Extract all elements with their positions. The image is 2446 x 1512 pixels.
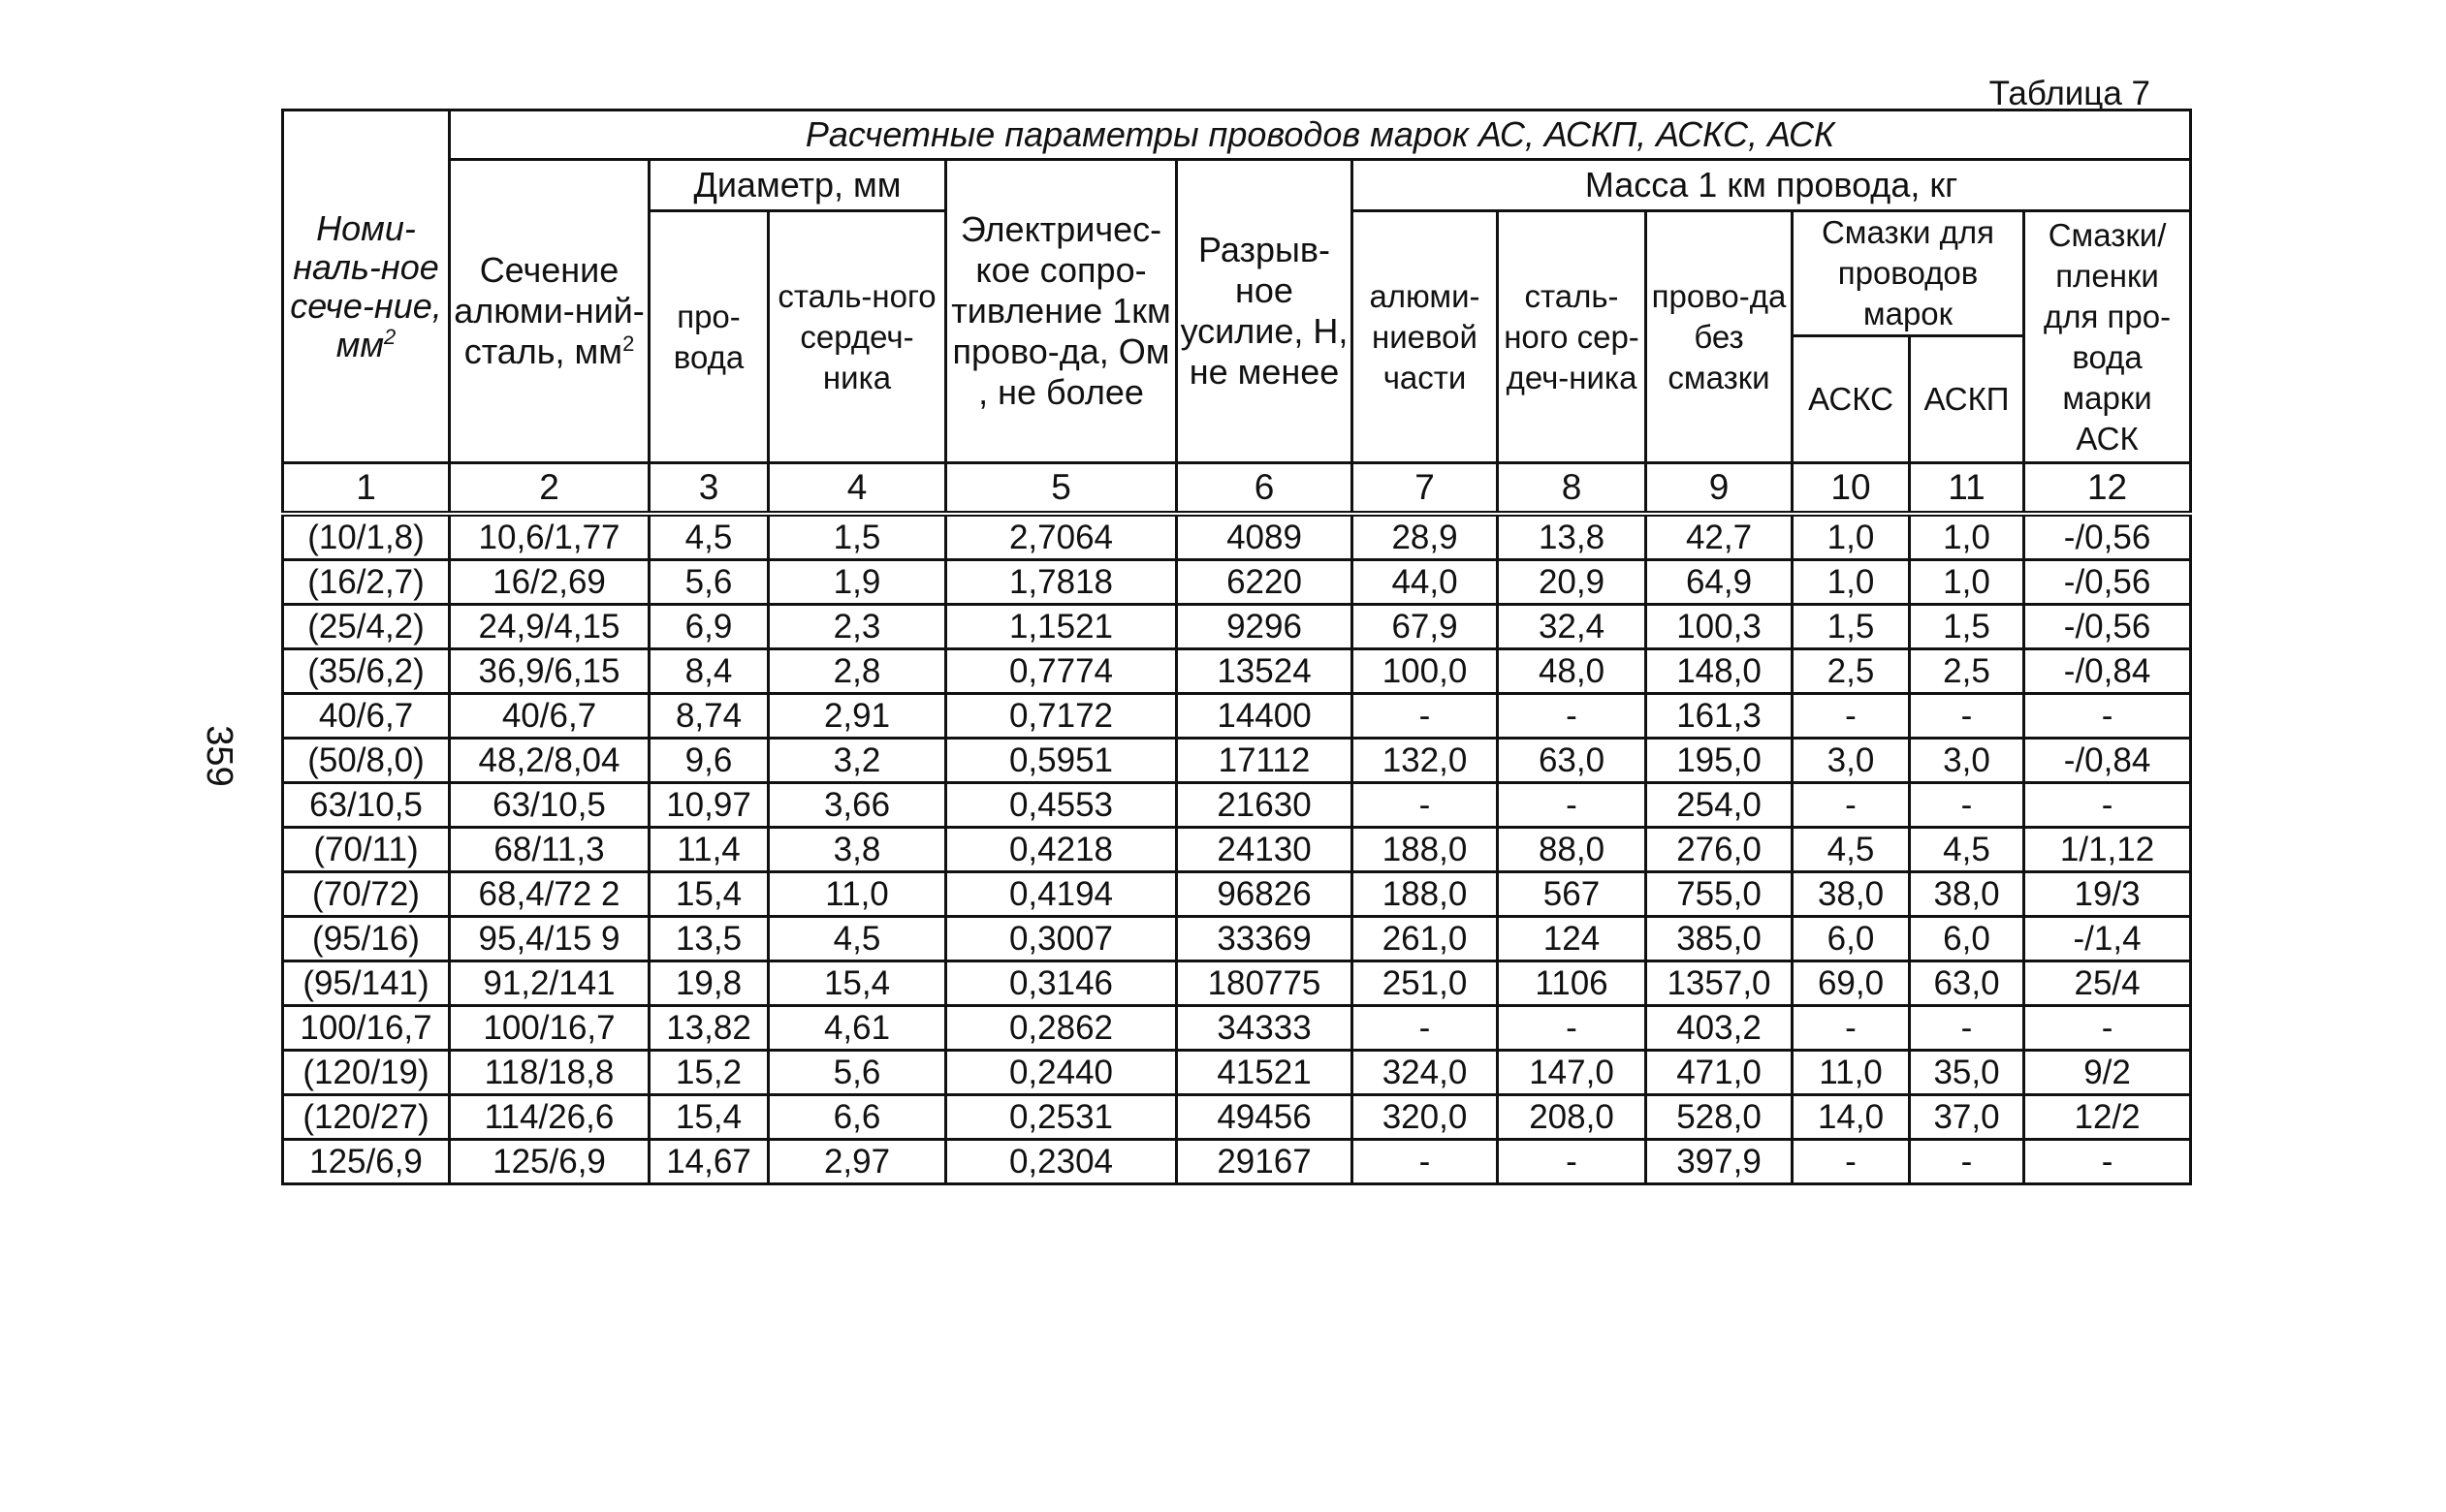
- table-cell: -: [1352, 694, 1498, 739]
- column-number: 6: [1177, 463, 1352, 515]
- table-cell: 0,7774: [946, 649, 1177, 694]
- column-number: 10: [1793, 463, 1910, 515]
- table-cell: 13,5: [650, 917, 769, 961]
- table-cell: (95/16): [283, 917, 450, 961]
- column-number: 1: [283, 463, 450, 515]
- table-row: [283, 1140, 2191, 1184]
- column-number: 4: [769, 463, 946, 515]
- table-cell: -: [1793, 1006, 1910, 1051]
- table-cell: -: [1910, 1006, 2024, 1051]
- table-cell: 567: [1498, 872, 1646, 917]
- table-cell: -/0,56: [2024, 514, 2191, 560]
- table-cell: 88,0: [1498, 828, 1646, 872]
- table-row: [283, 961, 2191, 1006]
- table-cell: -: [1352, 1006, 1498, 1051]
- table-cell: 6,0: [1793, 917, 1910, 961]
- table-cell: 44,0: [1352, 560, 1498, 605]
- table-cell: 24,9/4,15: [450, 605, 650, 649]
- header-grease-askp: АСКП: [1910, 336, 2024, 463]
- table-row: [283, 514, 2191, 560]
- table-cell: 4,5: [1793, 828, 1910, 872]
- table-cell: -/0,56: [2024, 560, 2191, 605]
- table-cell: 1,9: [769, 560, 946, 605]
- table-cell: -: [2024, 783, 2191, 828]
- table-cell: 28,9: [1352, 514, 1498, 560]
- table-cell: 2,3: [769, 605, 946, 649]
- table-cell: 0,4218: [946, 828, 1177, 872]
- table-cell: 11,4: [650, 828, 769, 872]
- table-cell: 15,4: [650, 872, 769, 917]
- table-cell: -: [1352, 783, 1498, 828]
- column-number: 2: [450, 463, 650, 515]
- table-cell: -: [1498, 694, 1646, 739]
- table-cell: 14,0: [1793, 1095, 1910, 1140]
- table-cell: 0,2304: [946, 1140, 1177, 1184]
- column-number: 5: [946, 463, 1177, 515]
- table-cell: 11,0: [1793, 1051, 1910, 1095]
- table-cell: 0,5951: [946, 739, 1177, 783]
- column-number: 9: [1646, 463, 1793, 515]
- table-cell: 38,0: [1793, 872, 1910, 917]
- table-cell: 9/2: [2024, 1051, 2191, 1095]
- table-cell: 2,91: [769, 694, 946, 739]
- table-cell: -: [1498, 783, 1646, 828]
- table-cell: 2,5: [1793, 649, 1910, 694]
- table-cell: 17112: [1177, 739, 1352, 783]
- table-cell: (120/19): [283, 1051, 450, 1095]
- table-cell: 3,66: [769, 783, 946, 828]
- table-cell: 40/6,7: [450, 694, 650, 739]
- table-cell: 125/6,9: [450, 1140, 650, 1184]
- table-cell: 21630: [1177, 783, 1352, 828]
- table-cell: 5,6: [769, 1051, 946, 1095]
- table-cell: 32,4: [1498, 605, 1646, 649]
- table-cell: 528,0: [1646, 1095, 1793, 1140]
- table-cell: 6,9: [650, 605, 769, 649]
- table-cell: 403,2: [1646, 1006, 1793, 1051]
- table-cell: 95,4/15 9: [450, 917, 650, 961]
- table-cell: 1,0: [1793, 560, 1910, 605]
- table-cell: -: [1352, 1140, 1498, 1184]
- column-number: 7: [1352, 463, 1498, 515]
- table-cell: -: [1910, 1140, 2024, 1184]
- table-cell: 1106: [1498, 961, 1646, 1006]
- header-mass-no-grease: прово-да без смазки: [1646, 211, 1793, 463]
- table-cell: 385,0: [1646, 917, 1793, 961]
- table-cell: 0,2440: [946, 1051, 1177, 1095]
- header-section-superscript: 2: [622, 331, 635, 356]
- table-cell: (10/1,8): [283, 514, 450, 560]
- table-cell: 2,97: [769, 1140, 946, 1184]
- table-cell: 34333: [1177, 1006, 1352, 1051]
- table-cell: 96826: [1177, 872, 1352, 917]
- table-cell: (70/72): [283, 872, 450, 917]
- table-cell: -: [1910, 694, 2024, 739]
- table-cell: 6,0: [1910, 917, 2024, 961]
- page-number: 359: [199, 725, 239, 787]
- table-cell: 1,5: [769, 514, 946, 560]
- table-cell: 180775: [1177, 961, 1352, 1006]
- table-cell: -: [1793, 1140, 1910, 1184]
- header-diameter-wire: про-вода: [650, 211, 769, 463]
- table-header: [283, 110, 2191, 515]
- table-cell: 755,0: [1646, 872, 1793, 917]
- table-cell: 15,2: [650, 1051, 769, 1095]
- table-container: [281, 109, 2189, 1185]
- table-cell: 6220: [1177, 560, 1352, 605]
- header-mass-group: Масса 1 км провода, кг: [1352, 160, 2191, 211]
- table-cell: 324,0: [1352, 1051, 1498, 1095]
- table-cell: 0,2862: [946, 1006, 1177, 1051]
- table-cell: 35,0: [1910, 1051, 2024, 1095]
- table-row: [283, 649, 2191, 694]
- header-nominal-section: Номи-наль-ное сече-ние, $мм^2$: [283, 110, 450, 463]
- table-cell: 132,0: [1352, 739, 1498, 783]
- table-cell: (50/8,0): [283, 739, 450, 783]
- table-cell: 24130: [1177, 828, 1352, 872]
- table-row: [283, 872, 2191, 917]
- table-cell: 261,0: [1352, 917, 1498, 961]
- header-mass-aluminium: алюми-ниевой части: [1352, 211, 1498, 463]
- table-cell: 100/16,7: [450, 1006, 650, 1051]
- table-cell: 148,0: [1646, 649, 1793, 694]
- table-row: [283, 560, 2191, 605]
- table-cell: -: [1910, 783, 2024, 828]
- table-cell: 100,3: [1646, 605, 1793, 649]
- header-grease-group: Смазки для проводов марок: [1793, 211, 2024, 336]
- table-cell: 63,0: [1498, 739, 1646, 783]
- header-diameter-core: сталь-ного сердеч-ника: [769, 211, 946, 463]
- table-cell: -: [2024, 694, 2191, 739]
- header-resistance: Электричес-кое сопро-тивление 1км прово-да, Ом , не более: [946, 160, 1177, 463]
- table-cell: -: [2024, 1006, 2191, 1051]
- table-cell: (35/6,2): [283, 649, 450, 694]
- table-cell: 0,4194: [946, 872, 1177, 917]
- table-cell: (95/141): [283, 961, 450, 1006]
- table-cell: 161,3: [1646, 694, 1793, 739]
- table-cell: 9296: [1177, 605, 1352, 649]
- table-cell: 4,5: [769, 917, 946, 961]
- header-grease-asks: АСКС: [1793, 336, 1910, 463]
- table-cell: 100/16,7: [283, 1006, 450, 1051]
- header-diameter-group: Диаметр, мм: [650, 160, 946, 211]
- table-cell: 0,2531: [946, 1095, 1177, 1140]
- table-cell: 10,6/1,77: [450, 514, 650, 560]
- table-cell: 1,5: [1793, 605, 1910, 649]
- table-cell: 0,4553: [946, 783, 1177, 828]
- table-row: [283, 917, 2191, 961]
- table-row: [283, 605, 2191, 649]
- table-cell: -/0,84: [2024, 649, 2191, 694]
- table-cell: 41521: [1177, 1051, 1352, 1095]
- table-cell: 15,4: [769, 961, 946, 1006]
- header-section: Сечение алюми-ний-сталь, $мм^2$: [450, 160, 650, 463]
- table-row: [283, 783, 2191, 828]
- table-cell: 68/11,3: [450, 828, 650, 872]
- table-cell: -/1,4: [2024, 917, 2191, 961]
- table-cell: 1,5: [1910, 605, 2024, 649]
- header-breaking-force: Разрыв-ное усилие, Н, не менее: [1177, 160, 1352, 463]
- table-cell: 1357,0: [1646, 961, 1793, 1006]
- table-body: [283, 514, 2191, 1184]
- table-cell: 276,0: [1646, 828, 1793, 872]
- table-cell: 320,0: [1352, 1095, 1498, 1140]
- table-cell: 67,9: [1352, 605, 1498, 649]
- table-cell: -/0,56: [2024, 605, 2191, 649]
- table-cell: 13,8: [1498, 514, 1646, 560]
- table-cell: 3,0: [1910, 739, 2024, 783]
- table-cell: 64,9: [1646, 560, 1793, 605]
- table-cell: 1,7818: [946, 560, 1177, 605]
- table-cell: -: [1498, 1140, 1646, 1184]
- table-cell: 8,74: [650, 694, 769, 739]
- table-cell: 100,0: [1352, 649, 1498, 694]
- table-cell: 40/6,7: [283, 694, 450, 739]
- table-cell: 13524: [1177, 649, 1352, 694]
- table-cell: 0,3146: [946, 961, 1177, 1006]
- table-cell: 15,4: [650, 1095, 769, 1140]
- table-cell: 8,4: [650, 649, 769, 694]
- table-cell: 14,67: [650, 1140, 769, 1184]
- table-cell: 124: [1498, 917, 1646, 961]
- table-cell: 19,8: [650, 961, 769, 1006]
- table-cell: 38,0: [1910, 872, 2024, 917]
- table-cell: 1/1,12: [2024, 828, 2191, 872]
- table-cell: 3,2: [769, 739, 946, 783]
- table-cell: 16/2,69: [450, 560, 650, 605]
- table-cell: (120/27): [283, 1095, 450, 1140]
- table-cell: 2,8: [769, 649, 946, 694]
- table-cell: 10,97: [650, 783, 769, 828]
- column-number-row: [283, 463, 2191, 515]
- table-cell: 48,2/8,04: [450, 739, 650, 783]
- table-cell: 68,4/72 2: [450, 872, 650, 917]
- header-mass-steel: сталь-ного сер-деч-ника: [1498, 211, 1646, 463]
- header-grease-film: Смазки/ пленки для про-вода марки АСК: [2024, 211, 2191, 463]
- table-cell: -/0,84: [2024, 739, 2191, 783]
- table-cell: 63,0: [1910, 961, 2024, 1006]
- table-row: [283, 1006, 2191, 1051]
- table-cell: 114/26,6: [450, 1095, 650, 1140]
- table-cell: 3,0: [1793, 739, 1910, 783]
- table-cell: 4,5: [650, 514, 769, 560]
- table-cell: 147,0: [1498, 1051, 1646, 1095]
- table-cell: 25/4: [2024, 961, 2191, 1006]
- table-cell: 13,82: [650, 1006, 769, 1051]
- table-cell: (16/2,7): [283, 560, 450, 605]
- table-cell: 63/10,5: [283, 783, 450, 828]
- table-cell: 3,8: [769, 828, 946, 872]
- table-cell: -: [1498, 1006, 1646, 1051]
- table-cell: 19/3: [2024, 872, 2191, 917]
- table-cell: 208,0: [1498, 1095, 1646, 1140]
- column-number: 11: [1910, 463, 2024, 515]
- table-cell: 63/10,5: [450, 783, 650, 828]
- table-cell: (25/4,2): [283, 605, 450, 649]
- table-cell: 91,2/141: [450, 961, 650, 1006]
- column-number: 3: [650, 463, 769, 515]
- table-cell: 1,0: [1910, 514, 2024, 560]
- table-cell: 1,0: [1910, 560, 2024, 605]
- table-cell: 29167: [1177, 1140, 1352, 1184]
- table-cell: 118/18,8: [450, 1051, 650, 1095]
- table-cell: 251,0: [1352, 961, 1498, 1006]
- table-cell: 11,0: [769, 872, 946, 917]
- table-cell: 254,0: [1646, 783, 1793, 828]
- header-nominal-superscript: 2: [384, 324, 397, 349]
- table-cell: 2,7064: [946, 514, 1177, 560]
- table-cell: 5,6: [650, 560, 769, 605]
- table-row: [283, 828, 2191, 872]
- header-super-title: Расчетные параметры проводов марок АС, АСКП, АСКС, АСК: [450, 110, 2191, 160]
- table-row: [283, 1051, 2191, 1095]
- column-number: 8: [1498, 463, 1646, 515]
- table-cell: 0,3007: [946, 917, 1177, 961]
- table-row: [283, 1095, 2191, 1140]
- table-cell: 188,0: [1352, 828, 1498, 872]
- table-cell: 36,9/6,15: [450, 649, 650, 694]
- table-cell: 0,7172: [946, 694, 1177, 739]
- table-cell: 4089: [1177, 514, 1352, 560]
- table-cell: 48,0: [1498, 649, 1646, 694]
- table-cell: 69,0: [1793, 961, 1910, 1006]
- table-cell: 37,0: [1910, 1095, 2024, 1140]
- column-number: 12: [2024, 463, 2191, 515]
- table-cell: -: [2024, 1140, 2191, 1184]
- table-cell: 397,9: [1646, 1140, 1793, 1184]
- table-cell: (70/11): [283, 828, 450, 872]
- table-cell: 1,0: [1793, 514, 1910, 560]
- table-cell: 4,61: [769, 1006, 946, 1051]
- table-cell: 471,0: [1646, 1051, 1793, 1095]
- table-cell: 49456: [1177, 1095, 1352, 1140]
- wire-parameters-table: [281, 109, 2192, 1185]
- table-cell: 195,0: [1646, 739, 1793, 783]
- table-cell: 4,5: [1910, 828, 2024, 872]
- table-caption: Таблица 7: [1988, 75, 2150, 112]
- table-cell: 125/6,9: [283, 1140, 450, 1184]
- table-cell: 188,0: [1352, 872, 1498, 917]
- table-cell: 14400: [1177, 694, 1352, 739]
- table-cell: 42,7: [1646, 514, 1793, 560]
- table-cell: 2,5: [1910, 649, 2024, 694]
- table-cell: 12/2: [2024, 1095, 2191, 1140]
- table-cell: 9,6: [650, 739, 769, 783]
- table-cell: 6,6: [769, 1095, 946, 1140]
- table-row: [283, 739, 2191, 783]
- table-cell: 33369: [1177, 917, 1352, 961]
- table-cell: 1,1521: [946, 605, 1177, 649]
- table-cell: -: [1793, 783, 1910, 828]
- table-cell: 20,9: [1498, 560, 1646, 605]
- table-row: [283, 694, 2191, 739]
- table-cell: -: [1793, 694, 1910, 739]
